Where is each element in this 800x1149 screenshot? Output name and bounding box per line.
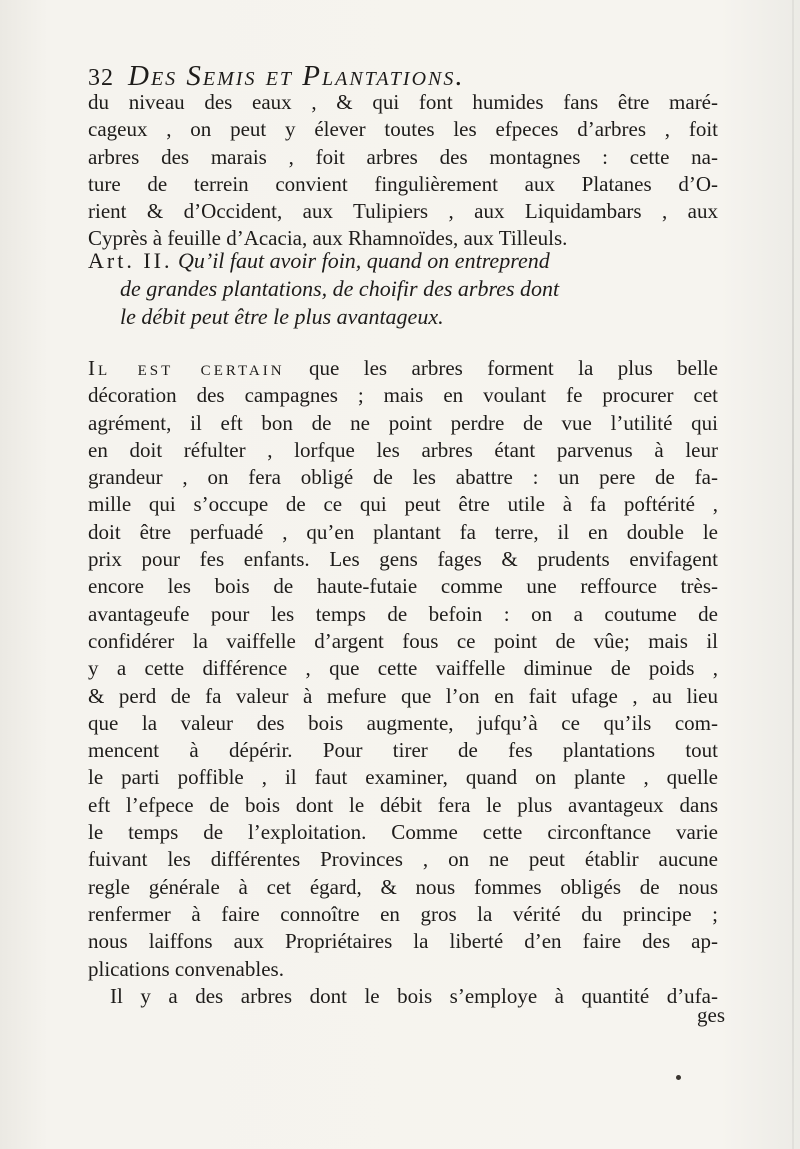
text-line: eft l’efpece de bois dont le débit fera le plus avantageux dans	[88, 792, 718, 817]
text-line-content: Cyprès à feuille d’Acacia, aux Rhamnoïdes, aux Tilleuls.	[88, 226, 568, 251]
text-line-content: plications convenables.	[88, 956, 284, 981]
text-line: encore les bois de haute-futaie comme une reffource très-	[88, 574, 718, 599]
text-line: renfermer à faire connoître en gros la vérité du principe ;	[88, 901, 718, 926]
page-fold-shadow	[792, 0, 794, 1149]
text-line: agrément, il eft bon de ne point perdre de vue l’utilité qui	[88, 410, 718, 435]
page-number: 32	[88, 65, 114, 91]
text-line: ture de terrein convient fingulièrement aux Platanes d’O-	[88, 171, 718, 196]
article-heading-line	[88, 247, 728, 275]
text-line: regle générale à cet égard, & nous fommes obligés de nous	[88, 874, 718, 899]
text-line: confidérer la vaiffelle d’argent fous ce point de vûe; mais il	[88, 628, 718, 653]
article-title-line: de grandes plantations, de choifir des arbres dont	[120, 276, 560, 301]
text-line: le parti poffible , il faut examiner, quand on plante , quelle	[88, 765, 718, 790]
article-body	[88, 355, 718, 1010]
text-line: Il y a des arbres dont le bois s’employe à quantité d’ufa-	[110, 983, 718, 1008]
article-heading	[88, 247, 728, 331]
text-line: y a cette différence , que cette vaiffelle diminue de poids ,	[88, 656, 718, 681]
text-line: avantageufe pour les temps de befoin : on a coutume de	[88, 601, 718, 626]
text-line: prix pour fes enfants. Les gens fages & prudents envifagent	[88, 547, 718, 572]
text-line: mencent à dépérir. Pour tirer de fes plantations tout	[88, 738, 718, 763]
text-line: que la valeur des bois augmente, jufqu’à ce qu’ils com-	[88, 710, 718, 735]
article-label: Art. II.	[88, 248, 173, 273]
text-line: du niveau des eaux , & qui font humides fans être maré-	[88, 90, 718, 114]
text-line: rient & d’Occident, aux Tulipiers , aux Liquidambars , aux	[88, 199, 718, 224]
article-title-line: Qu’il faut avoir foin, quand on entreprend	[177, 248, 550, 273]
text-line: fuivant les différentes Provinces , on ne peut établir aucune	[88, 847, 718, 872]
running-title: Des Semis et Plantations.	[128, 60, 465, 92]
text-line: le temps de l’exploitation. Comme cette circonftance varie	[88, 820, 718, 845]
text-line	[88, 956, 718, 983]
text-line-content: que les arbres forment la plus belle	[284, 356, 718, 380]
text-line: & perd de fa valeur à mefure que l’on en fait ufage , au lieu	[88, 683, 718, 708]
text-line: doit être perfuadé , qu’en plantant fa terre, il en double le	[88, 519, 718, 544]
text-line	[88, 355, 718, 382]
text-line: mille qui s’occupe de ce qui peut être utile à fa poftérité ,	[88, 492, 718, 517]
text-line: grandeur , on fera obligé de les abattre : un pere de fa-	[88, 465, 718, 490]
ink-speck	[676, 1075, 681, 1080]
text-line: décoration des campagnes ; mais en voulant fe procurer cet	[88, 383, 718, 408]
article-heading-line	[120, 303, 728, 331]
article-title-line: le débit peut être le plus avantageux.	[120, 304, 444, 329]
text-line: en doit réfulter , lorfque les arbres étant parvenus à leur	[88, 437, 718, 462]
catchword: ges	[697, 1003, 725, 1027]
lead-words: Il est certain	[88, 356, 285, 380]
text-line: cageux , on peut y élever toutes les efpeces d’arbres , foit	[88, 117, 718, 142]
article-heading-line	[120, 275, 728, 303]
text-line: nous laiffons aux Propriétaires la liberté d’en faire des ap-	[88, 929, 718, 954]
paragraph-continuation	[88, 89, 718, 253]
text-line: arbres des marais , foit arbres des montagnes : cette na-	[88, 144, 718, 169]
